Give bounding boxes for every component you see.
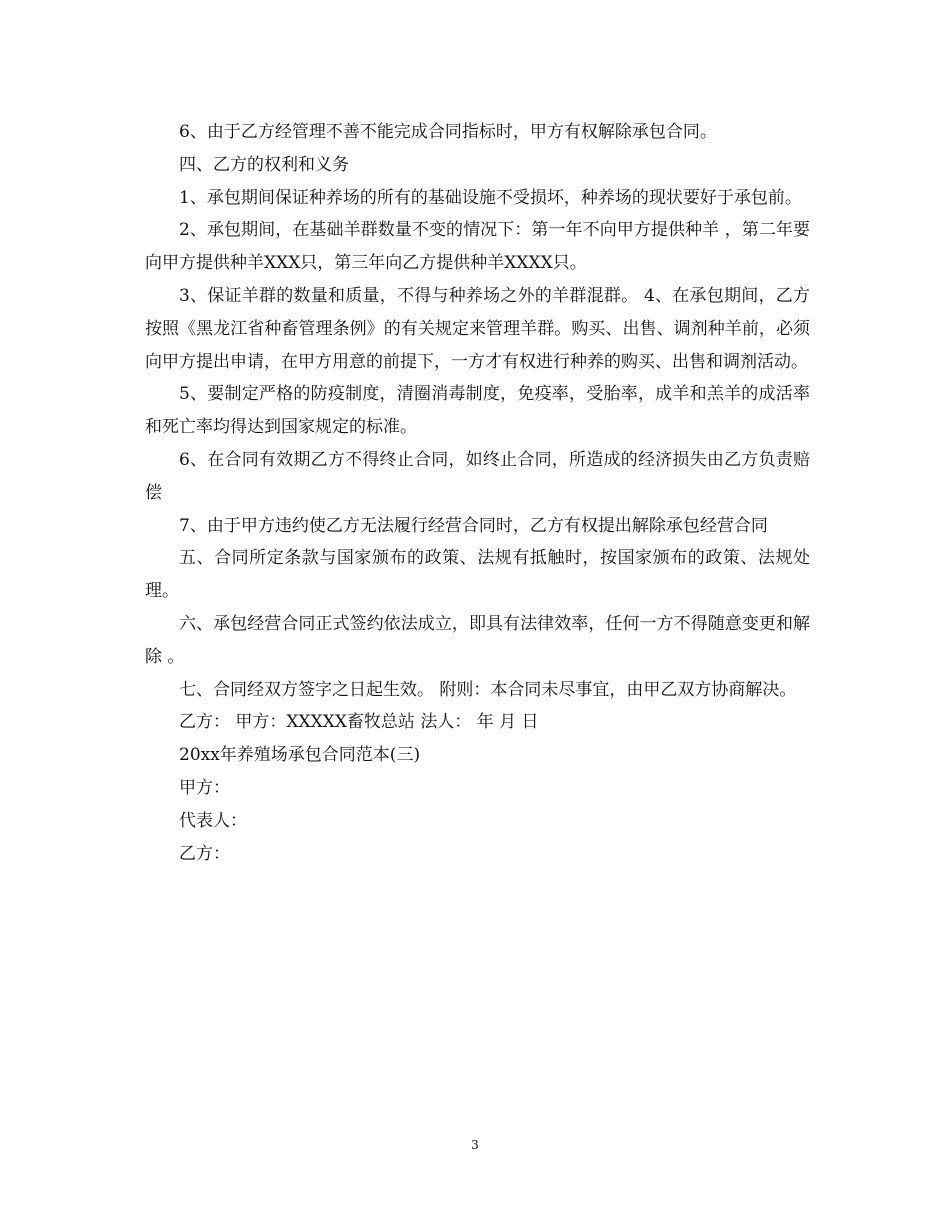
paragraph: 6、在合同有效期乙方不得终止合同，如终止合同，所造成的经济损失由乙方负责赔偿	[145, 449, 810, 503]
paragraph: 1、承包期间保证种养场的所有的基础设施不受损坏，种养场的现状要好于承包前。	[179, 187, 802, 208]
party-b-label: 乙方：	[179, 843, 230, 864]
paragraph: 6、由于乙方经管理不善不能完成合同指标时，甲方有权解除承包合同。	[179, 122, 717, 142]
section-heading: 四、乙方的权利和义务	[179, 154, 349, 175]
document-title: 20xx年养殖场承包合同范本(三)	[179, 745, 421, 766]
representative-label: 代表人：	[179, 810, 247, 831]
paragraph: 3、保证羊群的数量和质量，不得与种养场之外的羊群混群。 4、在承包期间，乙方按照《黑龙江省种畜管理条例》的有关规定来管理羊群。购买、出售、调剂种羊前，必须向甲方提出申请，在甲方用意的前提下，一方才有权进行种养的购买、出售和调剂活动。	[145, 285, 810, 372]
party-a-label: 甲方：	[179, 777, 230, 798]
paragraph: 5、要制定严格的防疫制度，清圈消毒制度，免疫率，受胎率，成羊和羔羊的成活率和死亡率均得达到国家规定的标准。	[145, 384, 810, 438]
paragraph: 2、承包期间，在基础羊群数量不变的情况下：第一年不向甲方提供种羊 ，第二年要向甲方提供种羊XXX只，第三年向乙方提供种羊XXXX只。	[145, 220, 810, 274]
paragraph: 六、承包经营合同正式签约依法成立，即具有法律效率，任何一方不得随意变更和解除 。	[145, 613, 810, 667]
page-number: 3	[471, 1138, 479, 1152]
signature-line: 乙方： 甲方：XXXXX畜牧总站 法人： 年 月 日	[179, 712, 539, 733]
paragraph: 七、合同经双方签字之日起生效。 附则：本合同未尽事宜，由甲乙双方协商解决。	[179, 679, 797, 700]
paragraph: 五、合同所定条款与国家颁布的政策、法规有抵触时，按国家颁布的政策、法规处理。	[145, 548, 810, 602]
document-body	[145, 116, 810, 870]
paragraph: 7、由于甲方违约使乙方无法履行经营合同时，乙方有权提出解除承包经营合同	[179, 515, 768, 536]
